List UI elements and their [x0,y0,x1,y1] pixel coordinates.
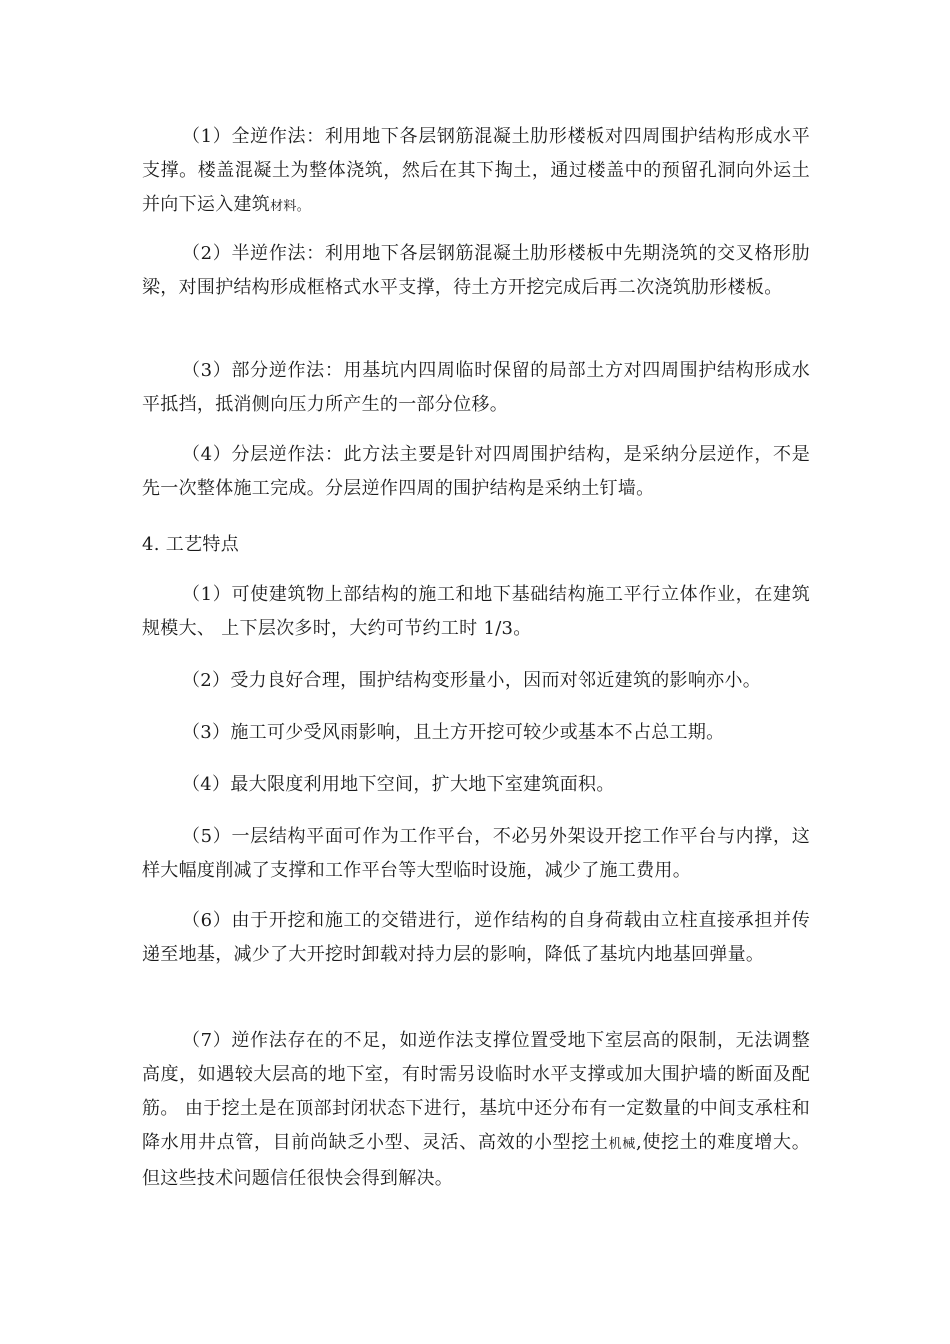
feature-item-1: （1）可使建筑物上部结构的施工和地下基础结构施工平行立体作业，在建筑规模大、 上下层次多时，大约可节约工时 1/3。 [142,584,810,639]
feature-item-6: （6）由于开挖和施工的交错进行，逆作结构的自身荷载由立柱直接承担并传递至地基，减少了大开挖时卸载对持力层的影响，降低了基坑内地基回弹量。 [142,910,810,965]
feature-item-7 [142,1024,810,1196]
paragraph-semi-reverse-method: （2）半逆作法：利用地下各层钢筋混凝土肋形楼板中先期浇筑的交叉格形肋梁，对围护结构形成框格式水平支撑，待土方开挖完成后再二次浇筑肋形楼板。 [142,243,810,298]
paragraph-small-text: 材料。 [270,199,311,214]
paragraph-text: （1）全逆作法：利用地下各层钢筋混凝土肋形楼板对四周围护结构形成水平支撑。楼盖混凝土为整体浇筑，然后在其下掏土，通过楼盖中的预留孔洞向外运土并向下运入建筑 [142,126,810,215]
feature-item-3: （3）施工可少受风雨影响，且土方开挖可较少或基本不占总工期。 [182,722,725,743]
paragraph-partial-reverse-method: （3）部分逆作法：用基坑内四周临时保留的局部土方对四周围护结构形成水平抵挡，抵消侧向压力所产生的一部分位移。 [142,360,810,415]
paragraph-layered-reverse-method: （4）分层逆作法：此方法主要是针对四周围护结构，是采纳分层逆作，不是先一次整体施工完成。分层逆作四周的围护结构是采纳土钉墙。 [142,444,810,499]
section-heading-process-features: 4. 工艺特点 [142,534,239,555]
feature-item-2: （2）受力良好合理，围护结构变形量小，因而对邻近建筑的影响亦小。 [182,670,762,691]
feature-item-4: （4）最大限度利用地下空间，扩大地下室建筑面积。 [182,774,615,795]
paragraph-text: （7）逆作法存在的不足，如逆作法支撑位置受地下室层高的限制，无法调整高度，如遇较大层高的地下室，有时需另设临时水平支撑或加大围护墙的断面及配筋。 由于挖土是在顶部封闭状态下进行，基坑中还分布有一定数量的中间支承柱和降水用井点管，目前尚缺乏小型、灵活、高效的小型挖土 [142,1030,810,1153]
feature-item-5: （5）一层结构平面可作为工作平台，不必另外架设开挖工作平台与内撑，这样大幅度削减了支撑和工作平台等大型临时设施，减少了施工费用。 [142,826,810,881]
paragraph-tail-text: ,使挖土的难度增大。但这些技术问题信任很快会得到解决。 [142,1132,810,1189]
paragraph-full-reverse-method [142,120,810,224]
paragraph-small-text: 机械 [608,1137,636,1152]
